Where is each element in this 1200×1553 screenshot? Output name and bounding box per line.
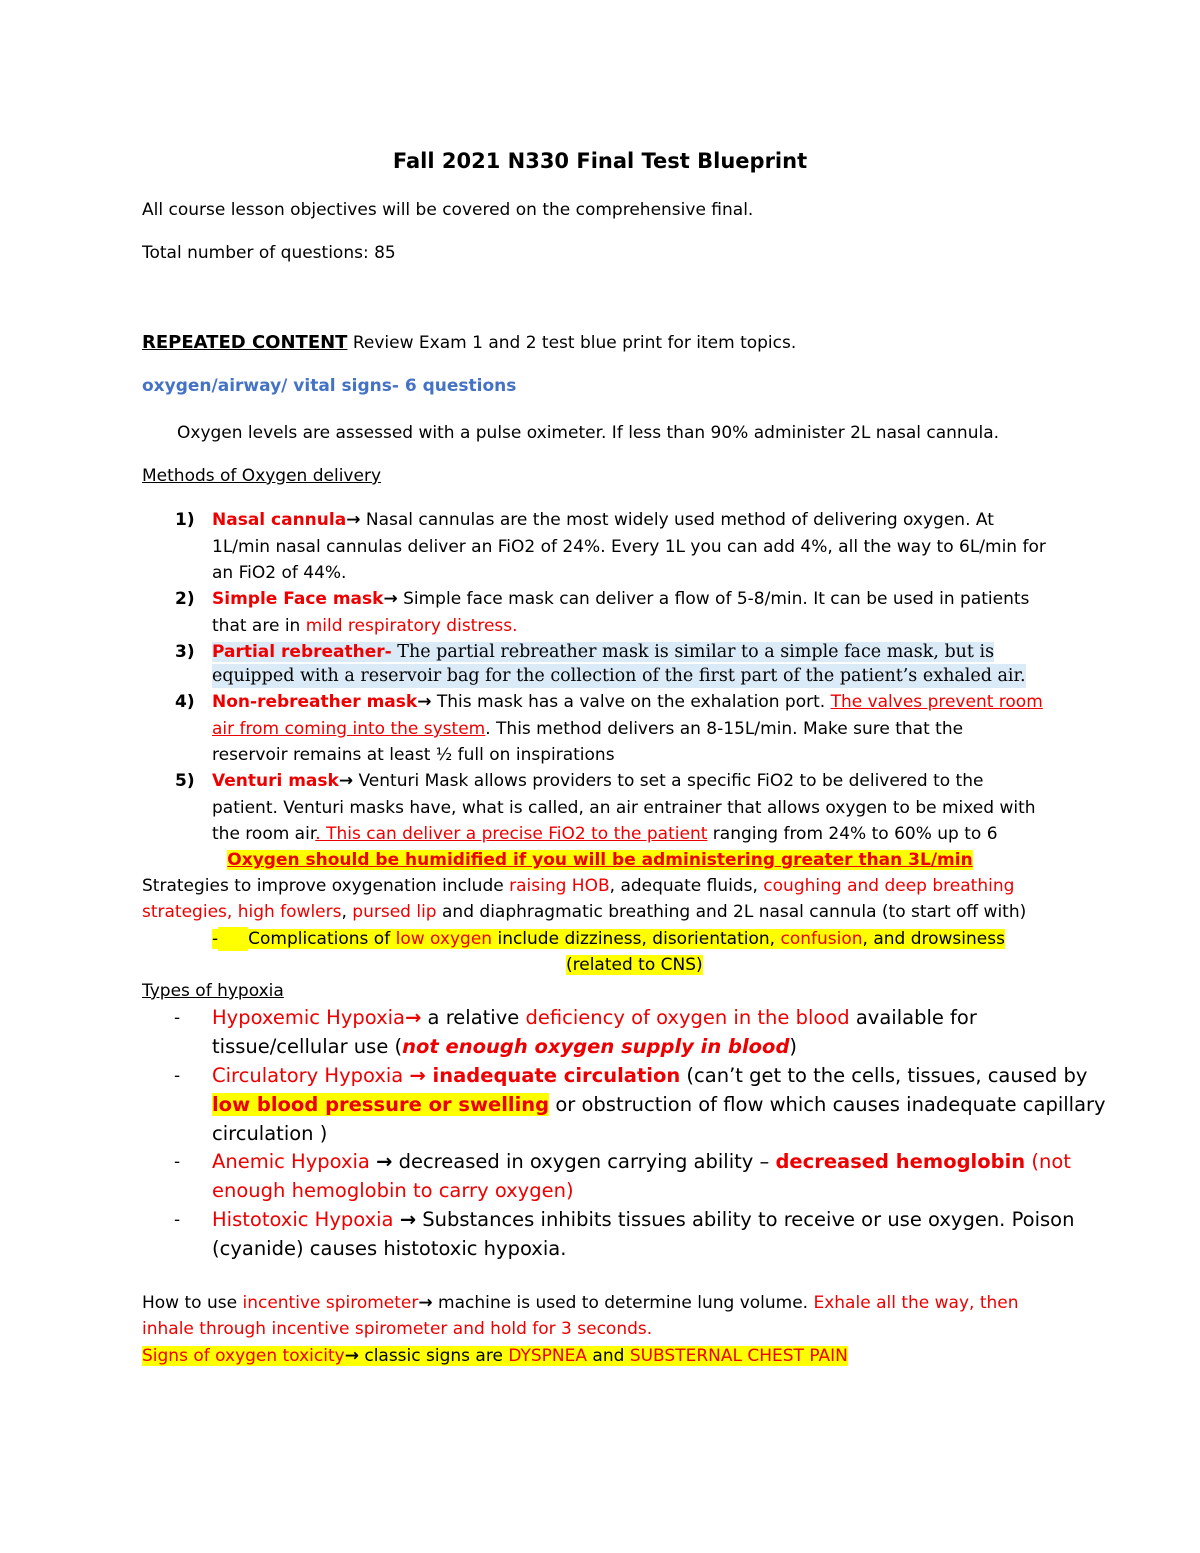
text-emphasis: not enough oxygen supply in blood [402,1035,790,1058]
text-emphasis: raising HOB [509,876,610,896]
humidify-note [0,848,1200,872]
method-text: 1L/min nasal cannulas deliver an FiO2 of 24%. Every 1L you can add 4%, all the way to 6L/min for [212,537,1046,557]
bullet-dash: - [174,1152,181,1172]
page-title: Fall 2021 N330 Final Test Blueprint [392,149,808,173]
bullet-dash: - [212,929,219,949]
complications-line-1 [212,927,1005,951]
arrow-icon: → [383,589,398,609]
histotoxic-hypoxia-line-2: (cyanide) causes histotoxic hypoxia. [212,1237,567,1260]
text-emphasis: decreased hemoglobin [775,1150,1026,1173]
method-name: Non-rebreather mask [212,692,418,712]
list-number: 3) [175,642,195,662]
text-emphasis: incentive spirometer [242,1293,419,1313]
text-segment: decreased in oxygen carrying ability – [392,1150,776,1173]
text-segment: , [341,902,353,922]
incentive-line-1 [142,1291,1019,1315]
method-text: equipped with a reservoir bag for the collection of the first part of the patient’s exhaled air. [212,666,1026,686]
hypoxia-name: Hypoxemic Hypoxia [212,1006,406,1029]
method-text-emphasis: mild respiratory distress. [305,616,518,636]
method-text: Nasal cannulas are the most widely used method of delivering oxygen. At [360,510,994,530]
circulatory-hypoxia-line-3: circulation ) [212,1122,328,1145]
method-text-segment: . This method delivers an 8-15L/min. Make sure that the [485,719,964,739]
method-text-emphasis: . This can deliver a precise FiO2 to the patient [315,824,708,844]
arrow-icon: → [399,1208,417,1231]
bullet-dash: - [174,1066,181,1086]
method-text: reservoir remains at least ½ full on inspirations [212,745,615,765]
method-text [212,822,998,846]
text-emphasis: coughing and deep breathing [763,876,1015,896]
text-segment: Strategies to improve oxygenation include [142,876,510,896]
method-text: an FiO2 of 44%. [212,563,347,583]
method-text [212,614,518,638]
hypoxia-name: Histotoxic Hypoxia [212,1208,400,1231]
method-simple-face-mask [212,587,1029,611]
incentive-line-2: inhale through incentive spirometer and hold for 3 seconds. [142,1319,653,1339]
text-segment: Complications of [248,929,396,949]
text-segment: classic signs are [358,1346,509,1366]
text-emphasis: (not [1025,1150,1071,1173]
anemic-hypoxia-line-2: enough hemoglobin to carry oxygen) [212,1179,574,1202]
method-text-segment: ranging from 24% to 60% up to 6 [707,824,998,844]
arrow-icon: → [417,692,432,712]
text-emphasis: low blood pressure or swelling [212,1093,550,1116]
section-heading: oxygen/airway/ vital signs- 6 questions [142,376,517,396]
text-segment: (related to CNS) [566,955,703,975]
arrow-icon: → [409,1064,426,1087]
arrow-icon: → [338,771,354,791]
list-number: 1) [175,510,195,530]
methods-heading: Methods of Oxygen delivery [142,466,382,486]
list-number: 5) [175,771,195,791]
bullet-dash: - [174,1008,181,1028]
circulatory-hypoxia-line-1 [212,1062,1087,1090]
method-text: Venturi Mask allows providers to set a specific FiO2 to be delivered to the [353,771,984,791]
arrow-icon: → [344,1346,359,1366]
text-emphasis: strategies, high fowlers [142,902,342,922]
method-name: Partial rebreather- [212,642,392,662]
arrow-icon: → [405,1006,422,1029]
text-segment: tissue/cellular use ( [212,1035,403,1058]
complications-line-2 [566,953,703,977]
hypoxemic-hypoxia-line-2 [212,1033,797,1061]
method-name: Nasal cannula [212,510,347,530]
histotoxic-hypoxia-line-1 [212,1206,1074,1234]
humidify-note-text: Oxygen should be humidified if you will be administering greater than 3L/min [227,850,973,870]
text-segment: and [587,1346,630,1366]
method-text-emphasis: air from coming into the system [212,719,486,739]
text-emphasis: deficiency of oxygen in the blood [525,1006,850,1029]
text-segment: How to use [142,1293,243,1313]
intro-line-2: Total number of questions: 85 [142,243,396,263]
intro-line-1: All course lesson objectives will be covered on the comprehensive final. [142,200,754,220]
method-nasal-cannula [212,508,994,532]
method-name: Venturi mask [212,771,339,791]
hypoxemic-hypoxia-line-1 [212,1004,977,1032]
text-emphasis: low oxygen [395,929,493,949]
text-segment: (can’t get to the cells, tissues, caused by [680,1064,1088,1087]
repeated-content-text: Review Exam 1 and 2 test blue print for item topics. [347,333,797,353]
method-venturi-mask [212,769,983,793]
repeated-content-line [142,331,796,355]
method-text-emphasis: The valves prevent room [830,692,1043,712]
method-text-segment: that are in [212,616,306,636]
text-segment: and diaphragmatic breathing and 2L nasal cannula (to start off with) [436,902,1027,922]
anemic-hypoxia-line-1 [212,1148,1071,1176]
hypoxia-heading: Types of hypoxia [142,981,284,1001]
circulatory-hypoxia-line-2 [212,1091,1106,1119]
list-number: 4) [175,692,195,712]
text-segment: or obstruction of flow which causes inadequate capillary [549,1093,1106,1116]
method-text: Simple face mask can deliver a flow of 5-8/min. It can be used in patients [397,589,1030,609]
method-partial-rebreather [212,640,994,664]
text-emphasis: SUBSTERNAL CHEST PAIN [629,1346,848,1366]
text-segment: machine is used to determine lung volume. [432,1293,814,1313]
method-text: patient. Venturi masks have, what is called, an air entrainer that allows oxygen to be mixed with [212,798,1036,818]
method-name: Simple Face mask [212,589,384,609]
method-text: The partial rebreather mask is similar to a simple face mask, but is [391,642,995,662]
oxygen-toxicity-line [142,1344,848,1368]
strategies-line-2 [142,900,1026,924]
arrow-icon: → [376,1150,393,1173]
method-non-rebreather-mask [212,690,1043,714]
text-emphasis: Exhale all the way, then [813,1293,1019,1313]
text-segment: a relative [421,1006,526,1029]
text-segment: available for [849,1006,977,1029]
oxygen-levels-text: Oxygen levels are assessed with a pulse oximeter. If less than 90% administer 2L nasal cannula. [177,423,1000,443]
text-emphasis: Signs of oxygen toxicity [142,1346,345,1366]
repeated-content-heading: REPEATED CONTENT [142,332,348,353]
text-segment: Substances inhibits tissues ability to receive or use oxygen. Poison [416,1208,1075,1231]
text-emphasis: pursed lip [352,902,437,922]
text-emphasis: inadequate circulation [425,1064,681,1087]
text-emphasis: DYSPNEA [508,1346,588,1366]
text-emphasis: confusion [780,929,863,949]
method-text [212,717,963,741]
method-text-segment: the room air [212,824,316,844]
list-number: 2) [175,589,195,609]
text-segment: ) [789,1035,798,1058]
strategies-line-1 [142,874,1014,898]
hypoxia-name: Circulatory Hypoxia [212,1064,410,1087]
hypoxia-name: Anemic Hypoxia [212,1150,377,1173]
arrow-icon: → [346,510,361,530]
arrow-icon: → [418,1293,433,1313]
text-segment: , and drowsiness [862,929,1005,949]
text-segment: , adequate fluids, [609,876,764,896]
text-segment: include dizziness, disorientation, [492,929,781,949]
method-text: This mask has a valve on the exhalation port. [431,692,831,712]
bullet-dash: - [174,1210,181,1230]
